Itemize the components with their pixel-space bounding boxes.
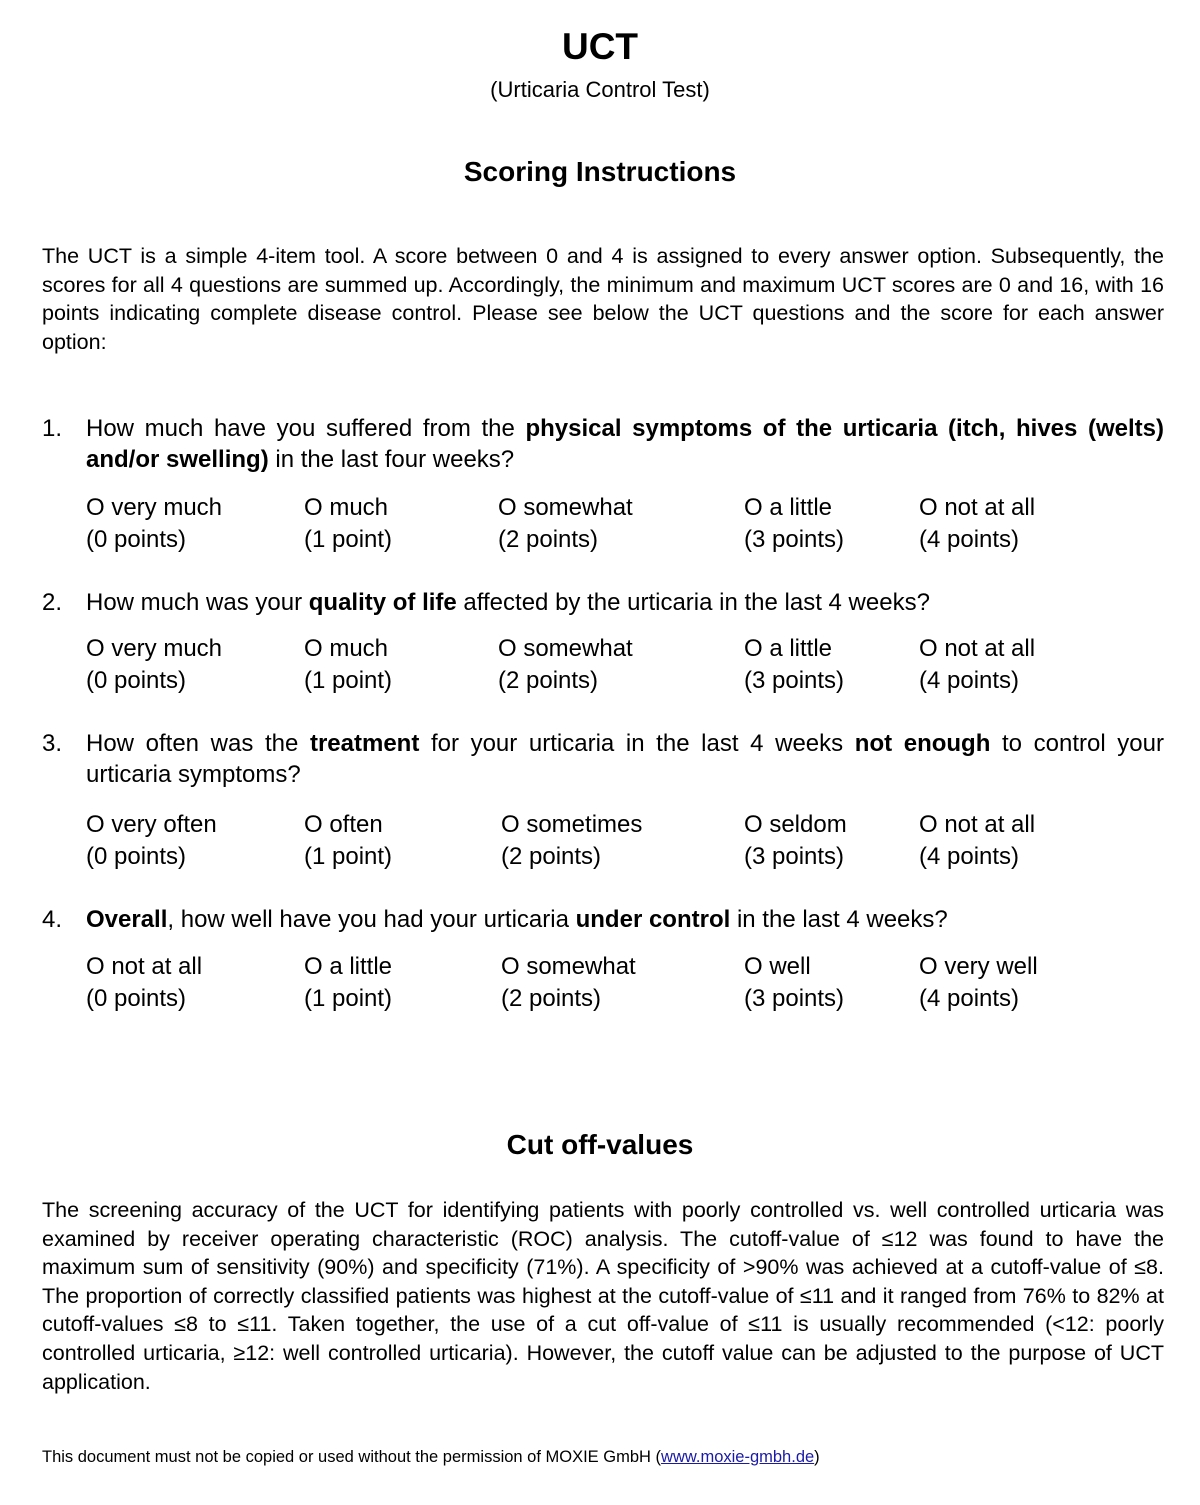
option-label: O not at all: [919, 811, 1036, 838]
option-label: O often: [304, 811, 383, 838]
question-text-part: How often was the: [86, 730, 310, 757]
option-label: O well: [744, 953, 811, 980]
answer-options-3: [0, 809, 1200, 879]
footer-notice: [42, 1446, 820, 1468]
option-label: O not at all: [86, 953, 203, 980]
answer-option[interactable]: [86, 951, 202, 1015]
option-label: O seldom: [744, 811, 847, 838]
option-label: O much: [304, 635, 389, 662]
option-label: O somewhat: [498, 635, 633, 662]
answer-option[interactable]: [919, 633, 1035, 697]
question-text-emphasis: quality of life: [308, 589, 457, 616]
option-label: O very well: [919, 953, 1038, 980]
answer-option[interactable]: [919, 809, 1035, 873]
answer-option[interactable]: [744, 633, 844, 697]
document-subtitle: (Urticaria Control Test): [490, 77, 710, 102]
option-points: (2 points): [501, 843, 602, 870]
answer-option[interactable]: [86, 633, 222, 697]
question-number: 2.: [42, 589, 63, 616]
option-points: (4 points): [919, 667, 1020, 694]
option-points: (1 point): [304, 985, 393, 1012]
question-text-part: to control your urticaria symptoms?: [86, 730, 1164, 788]
footer-text: This document must not be copied or used without the permission of MOXIE GmbH (: [42, 1448, 662, 1466]
question-4: [42, 904, 1164, 935]
option-points: (2 points): [498, 526, 599, 553]
answer-option[interactable]: [304, 951, 392, 1015]
answer-option[interactable]: [501, 809, 642, 873]
answer-options-2: [0, 633, 1200, 703]
question-number: 3.: [42, 730, 63, 757]
answer-option[interactable]: [919, 492, 1035, 556]
answer-option[interactable]: [501, 951, 636, 1015]
option-points: (0 points): [86, 526, 187, 553]
option-label: O a little: [304, 953, 393, 980]
option-points: (0 points): [86, 667, 187, 694]
option-points: (4 points): [919, 985, 1020, 1012]
answer-option[interactable]: [86, 492, 222, 556]
moxie-website-link[interactable]: www.moxie-gmbh.de: [661, 1448, 815, 1466]
question-text-emphasis: not enough: [854, 730, 991, 757]
question-text-emphasis: physical symptoms of the urticaria (itch, hives (welts) and/or swelling): [86, 415, 1165, 473]
option-label: O a little: [744, 494, 833, 521]
option-points: (0 points): [86, 985, 187, 1012]
question-text-part: in the last 4 weeks?: [730, 906, 948, 933]
cutoff-text: The screening accuracy of the UCT for identifying patients with poorly controlled vs. well controlled urticaria was examined by receiver operating characteristic (ROC) analysis. The cutoff-value of ≤12 was found to have the maximum sum of sensitivity (90%) and specificity (71%). A specificity of >90% was achieved at a cutoff-value of ≤8. The proportion of correctly classified patients was highest at the cutoff-value of ≤11 and it ranged from 76% to 82% at cutoff-values ≤8 to ≤11. Taken together, the use of a cut off-value of ≤11 is usually recommended (<12: poorly controlled urticaria, ≥12: well controlled urticaria). However, the cutoff value can be adjusted to the purpose of UCT application.: [42, 1198, 1164, 1394]
option-label: O not at all: [919, 494, 1036, 521]
cutoff-heading: Cut off-values: [506, 1129, 694, 1160]
option-points: (2 points): [498, 667, 599, 694]
question-number: 1.: [42, 415, 63, 442]
question-text-part: How much have you suffered from the: [86, 415, 526, 442]
option-points: (1 point): [304, 526, 393, 553]
question-text: [86, 413, 1164, 475]
option-label: O sometimes: [501, 811, 643, 838]
question-text-part: for your urticaria in the last 4 weeks: [419, 730, 855, 757]
question-text: [86, 587, 1164, 618]
answer-options-4: [0, 951, 1200, 1021]
scoring-intro: The UCT is a simple 4-item tool. A score between 0 and 4 is assigned to every answer option. Subsequently, the scores for all 4 questions are summed up. Accordingly, the minimum and maximum UCT scores are 0 and 16, with 16 points indicating complete disease control. Please see below the UCT questions and the score for each answer option:: [42, 244, 1164, 354]
question-text: [86, 728, 1164, 790]
option-label: O a little: [744, 635, 833, 662]
option-label: O not at all: [919, 635, 1036, 662]
option-points: (3 points): [744, 985, 845, 1012]
question-text: [86, 904, 1164, 935]
question-2: [42, 587, 1164, 618]
question-number: 4.: [42, 906, 63, 933]
option-points: (4 points): [919, 843, 1020, 870]
question-3: [42, 728, 1164, 790]
question-text-part: in the last four weeks?: [268, 446, 515, 473]
option-points: (3 points): [744, 667, 845, 694]
option-points: (4 points): [919, 526, 1020, 553]
answer-option[interactable]: [744, 809, 847, 873]
option-points: (3 points): [744, 526, 845, 553]
question-text-emphasis: treatment: [309, 730, 420, 757]
option-points: (1 point): [304, 843, 393, 870]
question-text-emphasis: Overall: [86, 906, 168, 933]
option-label: O much: [304, 494, 389, 521]
answer-option[interactable]: [744, 492, 844, 556]
question-text-part: , how well have you had your urticaria: [167, 906, 576, 933]
question-text-part: How much was your: [86, 589, 309, 616]
question-1: [42, 413, 1164, 475]
option-points: (1 point): [304, 667, 393, 694]
answer-options-1: [0, 492, 1200, 562]
answer-option[interactable]: [304, 809, 392, 873]
answer-option[interactable]: [498, 492, 633, 556]
answer-option[interactable]: [744, 951, 844, 1015]
answer-option[interactable]: [304, 492, 392, 556]
option-label: O very much: [86, 635, 223, 662]
answer-option[interactable]: [919, 951, 1038, 1015]
answer-option[interactable]: [86, 809, 217, 873]
option-label: O very much: [86, 494, 223, 521]
question-text-emphasis: under control: [575, 906, 731, 933]
scoring-heading: Scoring Instructions: [463, 156, 737, 187]
option-points: (0 points): [86, 843, 187, 870]
footer-text-end: ): [814, 1448, 820, 1466]
option-points: (2 points): [501, 985, 602, 1012]
document-title: UCT: [561, 26, 639, 67]
answer-option[interactable]: [498, 633, 633, 697]
option-label: O somewhat: [501, 953, 636, 980]
option-label: O somewhat: [498, 494, 633, 521]
answer-option[interactable]: [304, 633, 392, 697]
option-label: O very often: [86, 811, 217, 838]
option-points: (3 points): [744, 843, 845, 870]
question-text-part: affected by the urticaria in the last 4 weeks?: [456, 589, 930, 616]
